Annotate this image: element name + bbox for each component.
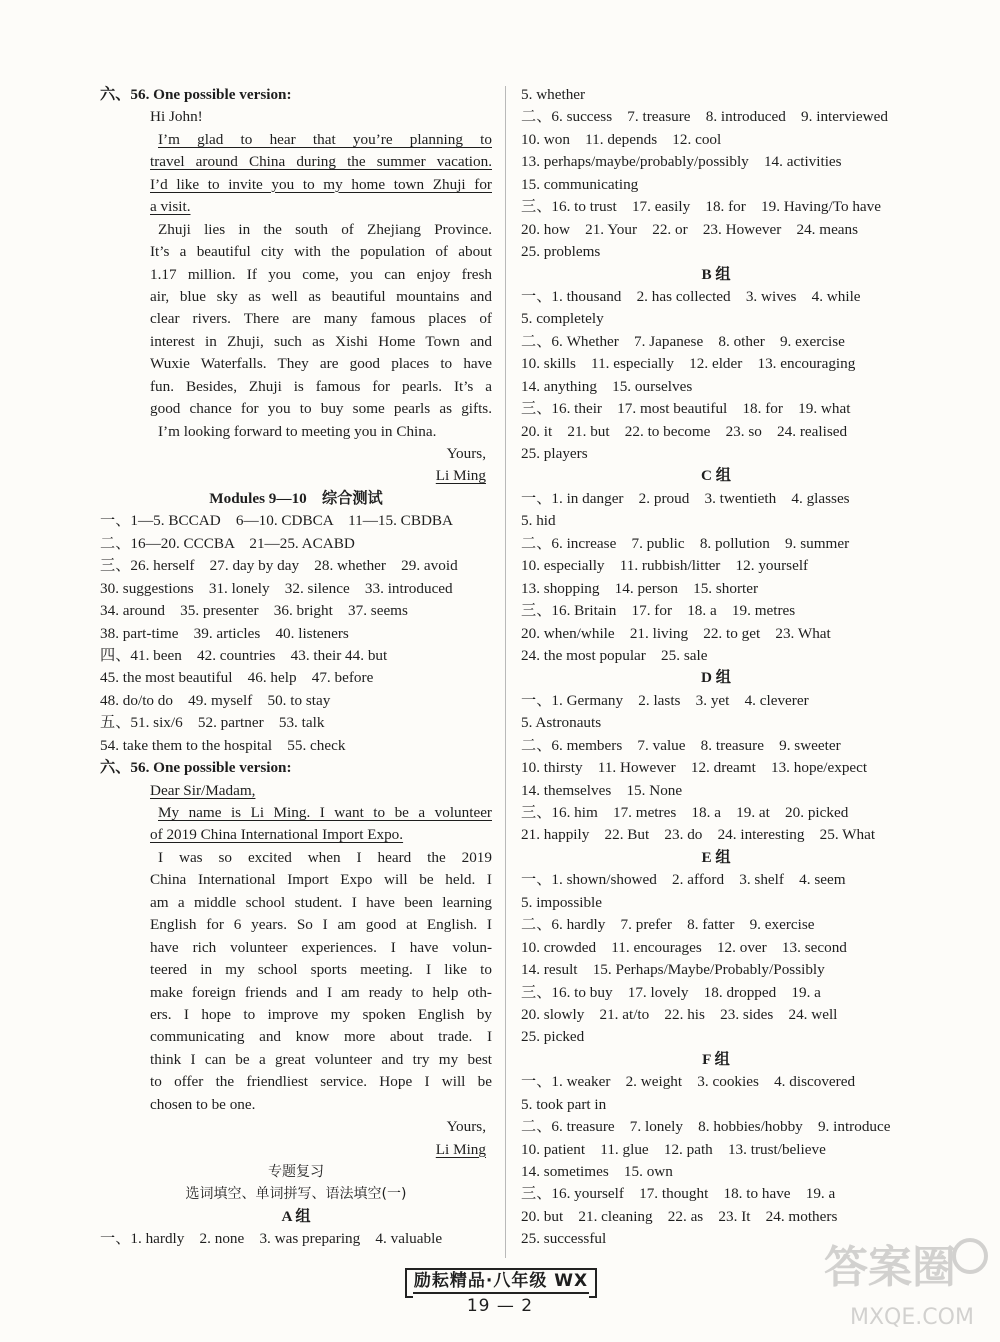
left-text-line: 五、51. six/6 52. partner 53. talk xyxy=(100,714,325,732)
right-text-line: 14. themselves 15. None xyxy=(521,781,683,799)
right-text-line: 二、6. Whether 7. Japanese 8. other 9. exercise xyxy=(521,332,845,350)
left-text-line: fun. Besides, Zhuji is famous for pearls. It’s a xyxy=(150,377,492,395)
left-text-line: Dear Sir/Madam, xyxy=(150,781,256,799)
left-text-line: I was so excited when I heard the 2019 xyxy=(158,848,492,866)
left-text-line: Yours, xyxy=(446,445,486,462)
right-column xyxy=(521,84,911,1251)
right-text-line: 14. result 15. Perhaps/Maybe/Probably/Possibly xyxy=(521,961,825,979)
right-text-line: 20. slowly 21. at/to 22. his 23. sides 24. well xyxy=(521,1005,838,1023)
right-text-line: 10. crowded 11. encourages 12. over 13. second xyxy=(521,938,847,956)
left-text-line: 54. take them to the hospital 55. check xyxy=(100,736,346,754)
left-text-line: I’m looking forward to meeting you in China. xyxy=(158,422,437,440)
left-text-line: have rich volunteer experiences. I have volun- xyxy=(150,938,492,956)
right-text-line: 二、6. members 7. value 8. treasure 9. sweeter xyxy=(521,736,841,754)
left-text-line: English for 6 years. So I am good at English. I xyxy=(150,916,492,934)
left-text-line: Hi John! xyxy=(150,108,203,126)
left-text-line: 45. the most beautiful 46. help 47. before xyxy=(100,669,374,687)
left-text-line: clear rivers. There are many famous places of xyxy=(150,310,492,328)
right-text-line: 5. Astronauts xyxy=(521,714,602,732)
right-text-line: D 组 xyxy=(701,669,731,687)
left-text-line: Li Ming xyxy=(435,1140,486,1158)
right-text-line: 5. whether xyxy=(521,86,586,103)
right-text-line: 二、6. increase 7. public 8. pollution 9. summer xyxy=(521,534,850,552)
right-text-line: 13. perhaps/maybe/probably/possibly 14. activities xyxy=(521,153,842,171)
page-number: 19 — 2 xyxy=(466,1296,534,1316)
left-text-line: Zhuji lies in the south of Zhejiang Province. xyxy=(158,220,492,238)
right-text-line: 10. thirsty 11. However 12. dreamt 13. hope/expect xyxy=(521,759,868,777)
right-text-line: 一、1. weaker 2. weight 3. cookies 4. discovered xyxy=(521,1073,856,1091)
left-text-line: air, blue sky as well as beautiful mountains and xyxy=(150,287,492,305)
left-text-line: 一、1—5. BCCAD 6—10. CDBCA 11—15. CBDBA xyxy=(100,512,454,530)
right-text-line: 14. sometimes 15. own xyxy=(521,1163,673,1180)
right-text-line: 一、1. shown/showed 2. afford 3. shelf 4. seem xyxy=(521,871,846,889)
right-text-line: 20. when/while 21. living 22. to get 23. What xyxy=(521,624,831,642)
left-text-line: 48. do/to do 49. myself 50. to stay xyxy=(100,691,331,709)
left-text-line: travel around China during the summer vacation. xyxy=(150,153,492,171)
footer-brand: 励耘精品·八年级 WX xyxy=(413,1268,589,1294)
left-text-line: teered in my school sports meeting. I like to xyxy=(150,961,492,979)
left-text-line: It’s a beautiful city with the population of about xyxy=(150,243,492,261)
left-text-line: 34. around 35. presenter 36. bright 37. seems xyxy=(100,602,408,620)
watermark-logo xyxy=(820,1224,990,1334)
right-text-line: 25. problems xyxy=(521,243,601,261)
watermark-logo-text: 答案圈 xyxy=(824,1242,956,1293)
right-text-line: 14. anything 15. ourselves xyxy=(521,377,693,395)
left-text-line: a visit. xyxy=(150,198,191,216)
left-text-line: Yours, xyxy=(446,1118,486,1136)
right-text-line: 24. the most popular 25. sale xyxy=(521,646,708,664)
left-text-line: A 组 xyxy=(281,1207,311,1225)
right-text-line: 5. took part in xyxy=(521,1095,607,1113)
right-text-line: 25. picked xyxy=(521,1028,585,1046)
right-text-line: 20. but 21. cleaning 22. as 23. It 24. mothers xyxy=(521,1207,838,1225)
left-text-line: of 2019 China International Import Expo. xyxy=(150,826,404,844)
right-text-line: 5. impossible xyxy=(521,893,603,911)
left-text-line: 专题复习 xyxy=(268,1164,324,1180)
right-text-line: 10. especially 11. rubbish/litter 12. yourself xyxy=(521,557,809,575)
right-text-line: 10. won 11. depends 12. cool xyxy=(521,130,722,148)
left-text-line: good chance for you to buy some pearls as gifts. xyxy=(150,400,492,418)
left-text-line: 选词填空、单词拼写、语法填空(一) xyxy=(185,1186,407,1203)
right-text-line: 二、6. treasure 7. lonely 8. hobbies/hobby 9. introduce xyxy=(521,1118,891,1136)
right-text-line: 三、16. yourself 17. thought 18. to have 19. a xyxy=(521,1185,836,1203)
left-text-line: think I can be a great volunteer and try my best xyxy=(150,1050,492,1068)
column-divider xyxy=(505,86,506,1258)
left-text-line: My name is Li Ming. I want to be a volunteer xyxy=(158,804,492,821)
right-text-line: C 组 xyxy=(701,467,731,485)
left-column xyxy=(100,84,492,1251)
right-text-line: 15. communicating xyxy=(521,175,639,193)
right-text-line: 一、1. in danger 2. proud 3. twentieth 4. glasses xyxy=(521,489,850,507)
right-text-line: 三、16. him 17. metres 18. a 19. at 20. picked xyxy=(521,804,849,821)
right-text-line: 二、6. hardly 7. prefer 8. fatter 9. exercise xyxy=(521,916,815,934)
left-text-line: interest in Zhuji, such as Xishi Home Town and xyxy=(150,332,492,350)
right-text-line: 13. shopping 14. person 15. shorter xyxy=(521,579,759,597)
left-text-line: 一、1. hardly 2. none 3. was preparing 4. valuable xyxy=(100,1230,443,1248)
left-text-line: make foreign friends and I am ready to help oth- xyxy=(150,983,492,1001)
right-text-line: 21. happily 22. But 23. do 24. interesting 25. What xyxy=(521,826,876,844)
left-text-line: I’d like to invite you to my home town Zhuji for xyxy=(150,175,492,193)
right-text-line: B 组 xyxy=(701,265,731,283)
right-text-line: 10. skills 11. especially 12. elder 13. encouraging xyxy=(521,355,856,373)
left-text-line: ers. I hope to improve my spoken English by xyxy=(150,1005,492,1023)
right-text-line: 三、16. Britain 17. for 18. a 19. metres xyxy=(521,602,796,620)
right-text-line: 20. how 21. Your 22. or 23. However 24. means xyxy=(521,220,859,238)
right-text-line: 三、16. their 17. most beautiful 18. for 19. what xyxy=(521,400,851,418)
right-text-line: 一、1. Germany 2. lasts 3. yet 4. cleverer xyxy=(521,691,809,709)
right-text-line: 二、6. success 7. treasure 8. introduced 9. interviewed xyxy=(521,108,888,126)
left-text-line: China International Import Expo will be held. I xyxy=(150,871,492,889)
right-text-line: 25. successful xyxy=(521,1230,607,1248)
left-text-line: Wuxie Waterfalls. They are good places to have xyxy=(150,355,492,373)
left-text-line: 六、56. One possible version: xyxy=(100,759,292,777)
left-text-line: to offer the friendliest service. Hope I will be xyxy=(150,1073,492,1091)
right-text-line: 25. players xyxy=(521,445,588,462)
left-text-line: am a middle school student. I have been learning xyxy=(150,893,492,911)
right-text-line: F 组 xyxy=(702,1050,730,1068)
left-text-line: I’m glad to hear that you’re planning to xyxy=(158,130,492,148)
right-text-line: 5. hid xyxy=(521,512,556,530)
left-text-line: 38. part-time 39. articles 40. listeners xyxy=(100,624,349,642)
right-text-line: 10. patient 11. glue 12. path 13. trust/believe xyxy=(521,1140,826,1158)
left-text-line: 1.17 million. If you come, you can enjoy fresh xyxy=(150,265,492,283)
left-text-line: Modules 9—10 综合测试 xyxy=(209,489,383,507)
right-text-line: 一、1. thousand 2. has collected 3. wives 4. while xyxy=(521,287,861,305)
left-text-line: chosen to be one. xyxy=(150,1095,256,1113)
right-text-line: 三、16. to trust 17. easily 18. for 19. Having/To have xyxy=(521,198,882,216)
right-text-line: 5. completely xyxy=(521,310,604,328)
left-text-line: 二、16—20. CCCBA 21—25. ACABD xyxy=(100,534,355,552)
left-text-line: 六、56. One possible version: xyxy=(100,86,292,103)
right-text-line: 三、16. to buy 17. lovely 18. dropped 19. a xyxy=(521,983,821,1001)
left-text-line: 四、41. been 42. countries 43. their 44. but xyxy=(100,646,388,664)
left-text-line: communicating and know more about trade. I xyxy=(150,1028,492,1046)
right-text-line: E 组 xyxy=(701,848,731,866)
right-text-line: 20. it 21. but 22. to become 23. so 24. realised xyxy=(521,422,848,440)
left-text-line: 30. suggestions 31. lonely 32. silence 33. introduced xyxy=(100,579,453,597)
left-text-line: 三、26. herself 27. day by day 28. whether 29. avoid xyxy=(100,557,458,575)
watermark-url: MXQE.COM xyxy=(850,1305,974,1330)
left-text-line: Li Ming xyxy=(435,467,486,485)
